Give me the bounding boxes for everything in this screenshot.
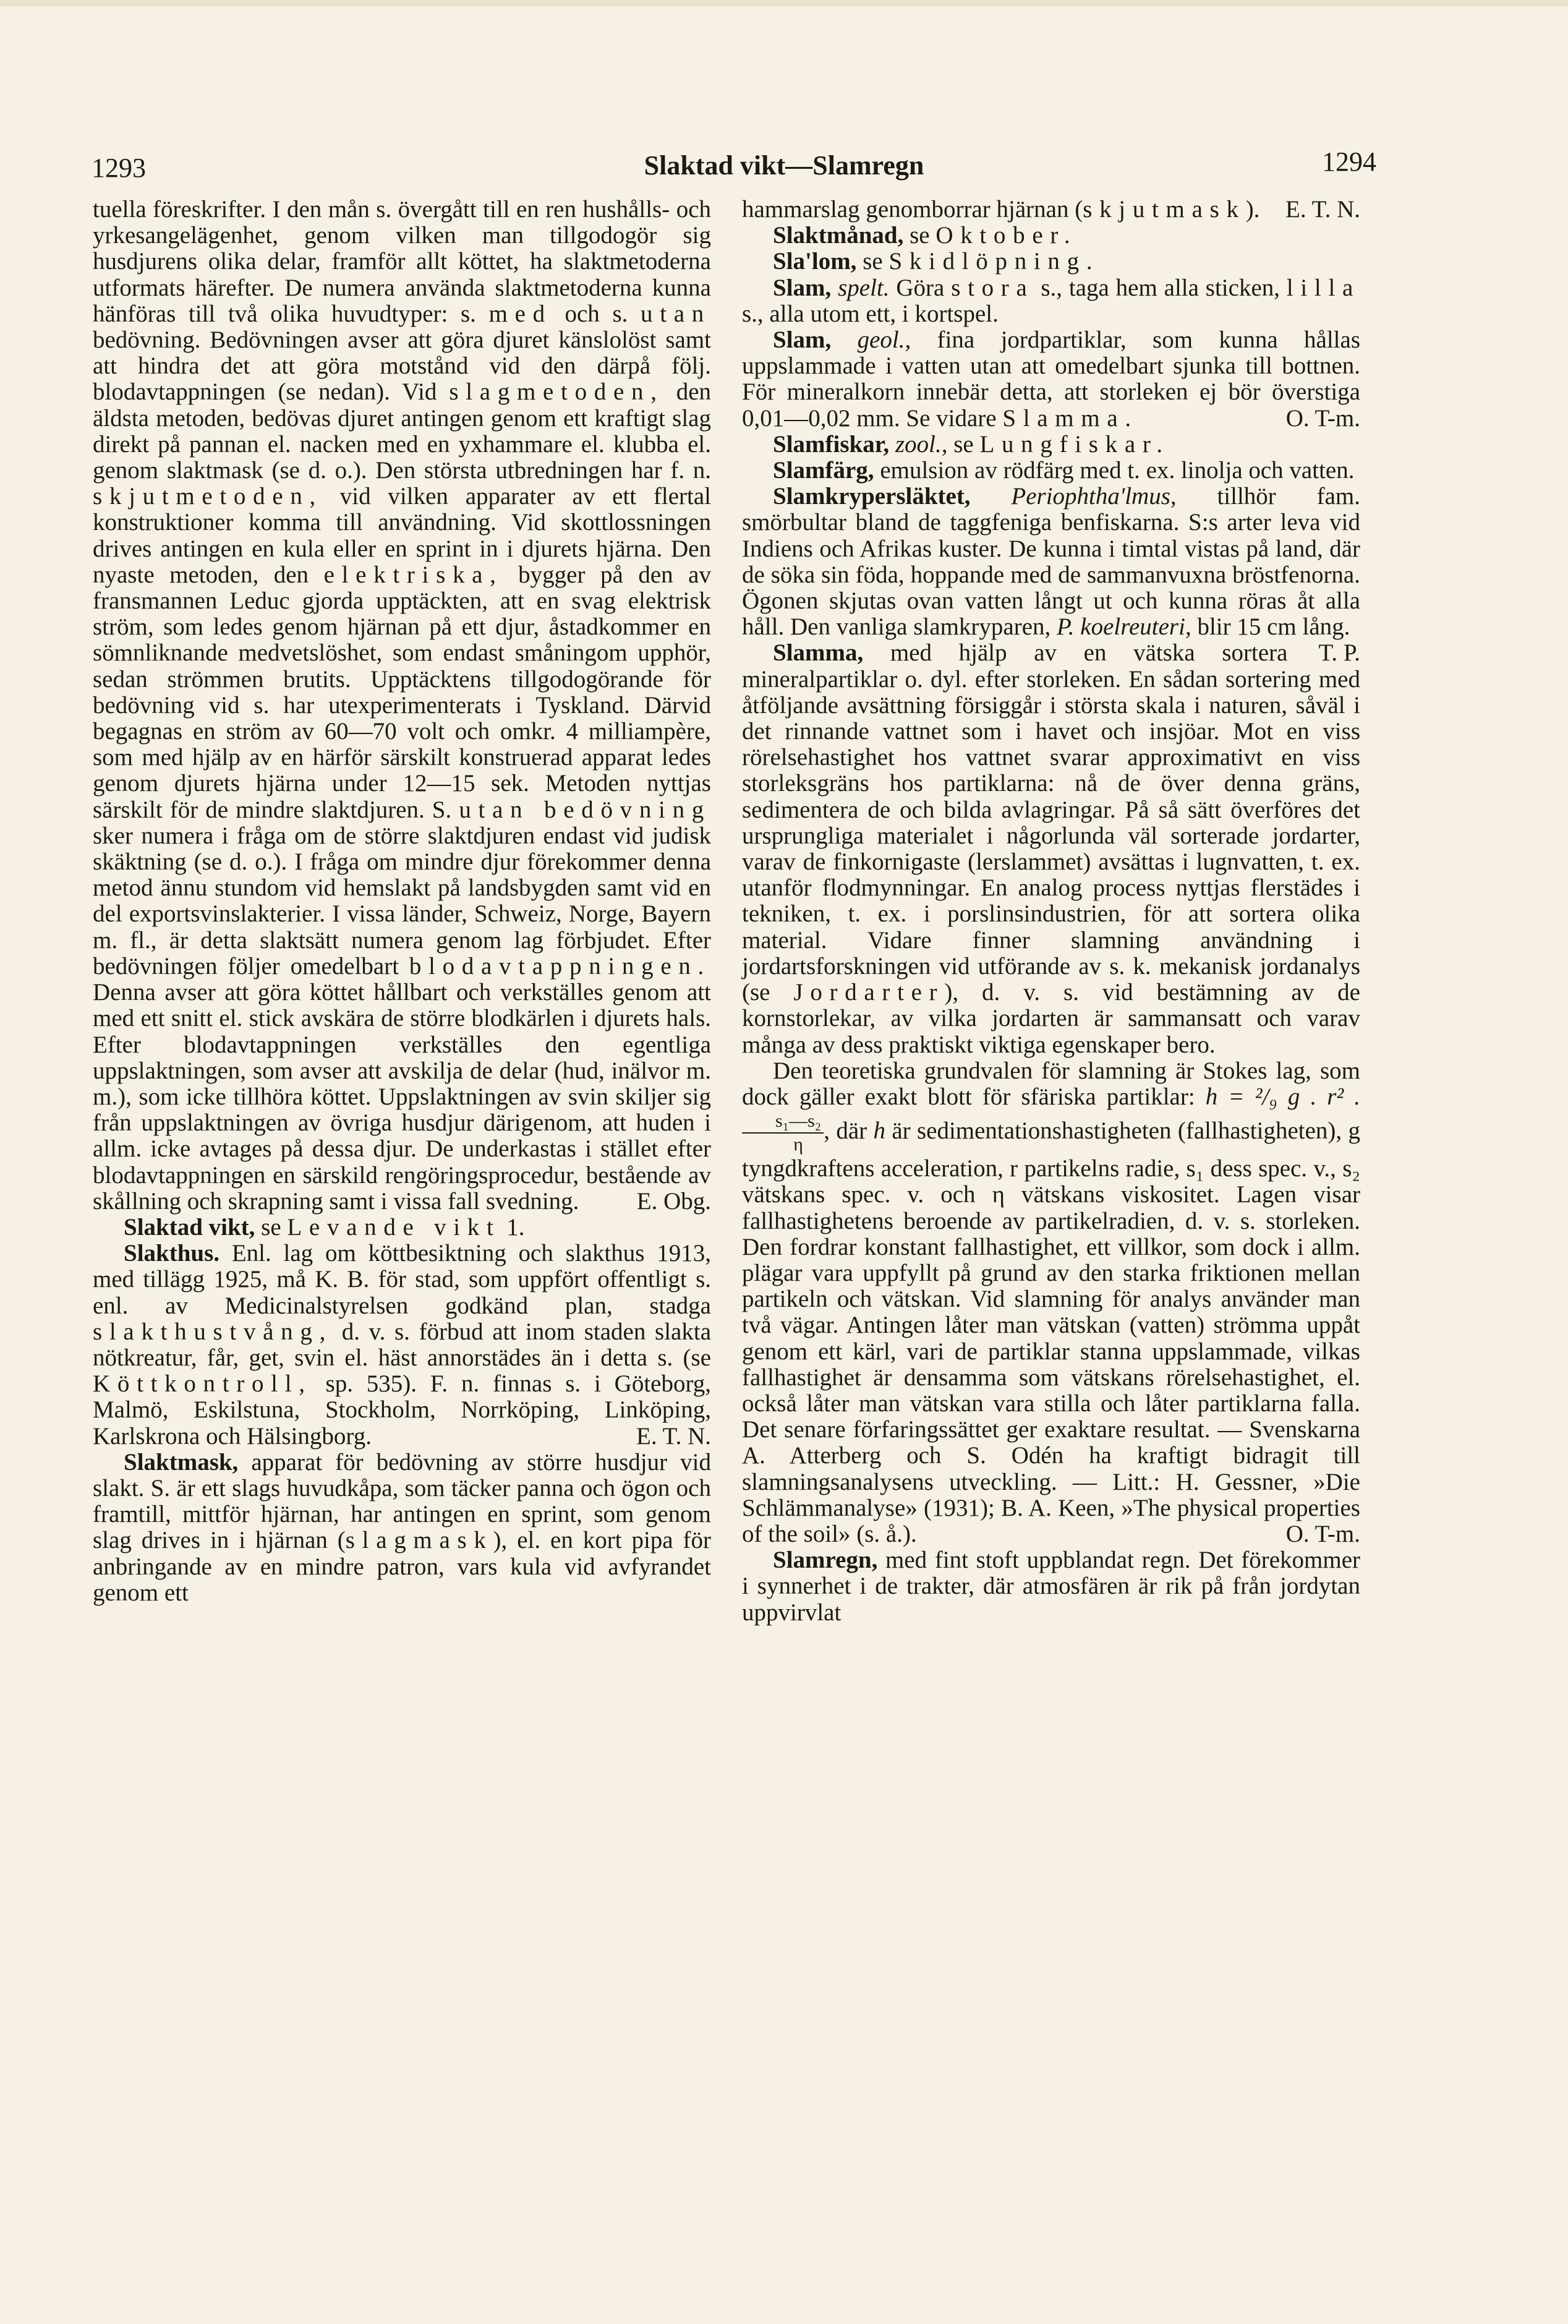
entry-slamma: Slamma, med hjälp av en vätska sortera mineralpartiklar o. dyl. efter storleken. En sådan sortering med åtföljande avsättning försiggår i största skala i naturen, såväl i det rinnande vattnet som i havet och insjöar. Mot en viss rörelsehastighet hos vattnet svarar approximativt en viss storleksgräns hos partiklarna: nå de över denna gräns, sedimentera de och bilda avlagringar. På så sätt överföres det ursprungliga materialet i någorlunda väl sorterade jordarter, varav de finkornigaste (lerslammet) avsättas i lugnvatten, t. ex. utanför flodmynningar. En analog process nyttjas flerstädes i tekniken, t. ex. i porslinsindustrien, för att sortera olika material. Vidare finner slamning användning i jordartsforskningen vid utförande av s. k. mekanisk jordanalys (se Jordarter), d. v. s. vid bestämning av de kornstorlekar, av vilka jordarten är sammansatt och varav många av dess praktiskt viktiga egenskaper bero. — [742, 639, 1360, 1058]
entry-slamkrypslaktet: Slamkrypersläktet, Periophtha'lmus, tillhör fam. smörbultar bland de taggfeniga benfiskarna. S:s arter leva vid Indiens och Afrikas kuster. De kunna i timtal vistas på land, där de söka sin föda, hoppande med de sammanvuxna bröstfenorna. Ögonen skjutas ovan vatten långt ut och kunna röras åt alla håll. Den vanliga slamkryparen, P. koelreuteri, blir 15 cm lång. T. P. — [742, 483, 1361, 667]
entry-slaktmask: Slaktmask, apparat för bedövning av större husdjur vid slakt. S. är ett slags huvudkåpa, som täcker panna och ögon och framtill, mittför hjärnan, har antingen en sprint, som genom slag drives in i hjärnan (slagmask), el. en kort pipa för anbringande av en mindre patron, vars kula vid avfyrandet genom ett — [93, 1448, 711, 1606]
entry-slam-spelt: Slam, spelt. Göra stora s., taga hem alla sticken, lilla s., alla utom ett, i kortspel. — [742, 274, 1360, 327]
formula-fraction: $\frac{\text{s₁—s₂}}{\eta}$ — [742, 1110, 824, 1156]
right-column — [742, 197, 1360, 1626]
signature: T. P. — [1318, 639, 1360, 667]
stokes-formula: h = ²/₉ g . r² . — [1205, 1083, 1361, 1110]
running-title: Slaktad vikt—Slamregn — [644, 150, 924, 181]
entry-slaktmanad: Slaktmånad, se Oktober. — [773, 222, 1078, 249]
entry-slamfarg: Slamfärg, emulsion av rödfärg med t. ex. linolja och vatten. — [773, 457, 1355, 484]
entry-slakthus: Slakthus. Enl. lag om köttbesiktning och slakthus 1913, med tillägg 1925, må K. B. för stad, som uppfört offentligt s. enl. av Medicinalstyrelsen godkänd plan, stadga slakthustvång, d. v. s. förbud att inom staden slakta nötkreatur, får, get, svin el. häst annorstädes än i detta s. (se Köttkontroll, sp. 535). F. n. finnas s. i Göteborg, Malmö, Eskilstuna, Stockholm, Norrköping, Linköping, Karlskrona och Hälsingborg. E. T. N. — [93, 1240, 712, 1450]
signature: O. T-m. — [1285, 404, 1360, 432]
entry-slamfiskar: Slamfiskar, zool., se Lungfiskar. — [773, 430, 1170, 458]
page-header — [0, 146, 1568, 189]
page-number-left: 1293 — [92, 153, 146, 183]
page-number-right: 1294 — [1322, 147, 1376, 177]
entry-slamregn: Slamregn, med fint stoft uppblandat regn. Det förekommer i synnerhet i de trakter, där atmosfären är rik på från jordytan uppvirvlat — [742, 1547, 1360, 1626]
entry-slaktad-vikt: Slaktad vikt, se Levande vikt 1. — [124, 1213, 525, 1241]
entry-slamma-stokes: Den teoretiska grundvalen för slamning är Stokes lag, som dock gäller exakt blott för sfäriska partiklar: h = ²/₉ g . r² . $\frac{\text{s₁—s₂}}{\eta}$ , där h är sedimentationshastigheten (fallhastigheten), g tyngdkraftens acceleration, r partikelns radie, s₁ dess spec. v., s₂ vätskans spec. v. och η vätskans viskositet. Lagen visar fallhastighetens beroende av partikelradien, d. v. s. storleken. Den fordrar konstant fallhastighet, ett villkor, som dock i allm. plägar vara uppfyllt på grund av den starka friktionen mellan partikeln och vätskan. Vid slamning för analys använder man två vägar. Antingen låter man vätskan (vatten) strömma uppåt genom ett kärl, vari de partiklar stanna uppslammade, vilkas fallhastighet är densamma som vätskans rörelsehastighet, el. också låter man vätskan vara stilla och låter partiklarna falla. Det senare förfaringssättet ger exaktare resultat. — Svenskarna A. Atterberg och S. Odén ha kraftigt bidragit till slamningsanalysens utveckling. — Litt.: H. Gessner, »Die Schlämmanalyse» (1931); B. A. Keen, »The physical properties of the soil» (s. å.). O. T-m. — [742, 1057, 1361, 1547]
entry-slaktmetoder: tuella föreskrifter. I den mån s. övergått till en ren hushålls- och yrkesangelägenhet, genom vilken man tillgodogör sig husdjurens olika delar, framför allt köttet, ha slaktmetoderna utformats härefter. De numera använda slaktmetoderna kunna hänföras till två olika huvudtyper: s. med och s. utan bedövning. Bedövningen avser att göra djuret känslolöst samt att hindra det att göra motstånd vid den därpå följ. blodavtappningen (se nedan). Vid slagmetoden, den äldsta metoden, bedövas djuret antingen genom ett kraftigt slag direkt på pannan el. nacken med en yxhammare el. klubba el. genom slaktmask (se d. o.). Den största utbredningen har f. n. skjutmetoden, vid vilken apparater av ett flertal konstruktioner komma till användning. Vid skottlossningen drives antingen en kula eller en sprint in i djurets hjärna. Den nyaste metoden, den elektriska, bygger på den av fransmannen Leduc gjorda upptäckten, att en svag elektrisk ström, som ledes genom hjärnan på ett djur, åstadkommer en sömnliknande medvetslöshet, som endast småningom upphör, sedan strömmen brutits. Upptäcktens tillgodogörande för bedövning vid s. har utexperimenterats i Tyskland. Därvid begagnas en ström av 60—70 volt och omkr. 4 milliampère, som med hjälp av en härför särskilt konstruerad apparat ledes genom djurets hjärna under 12—15 sek. Metoden nyttjas särskilt för de mindre slaktdjuren. S. utan bedövning sker numera i fråga om de större slaktdjuren endast vid judisk skäktning (se d. o.). I fråga om mindre djur förekommer denna metod ännu stundom vid hemslakt på landsbygden samt vid en del exportsvinslakterier. I vissa länder, Schweiz, Norge, Bayern m. fl., är detta slaktsätt numera genom lag förbjudet. Efter bedövningen följer omedelbart blodavtappningen. Denna avser att göra köttet hållbart och verkställes genom att med ett snitt el. stick avskära de större blodkärlen i djurets hals. Efter blodavtappningen verkställes den egentliga uppslaktningen, som avser att avskilja de delar (hud, inälvor m. m.), som icke tillhöra köttet. Uppslaktningen av svin skiljer sig från uppslaktningen av övriga husdjur därigenom, att huden i allm. icke avtages på dessa djur. De underkastas i stället efter blodavtappningen en särskild rengöringsprocedur, bestående av skållning och skrapning samt i vissa fall svedning. E. Obg. — [93, 196, 712, 1215]
entry-slam-geol: Slam, geol., fina jordpartiklar, som kunna hållas uppslammade i vatten utan att omedelbart sjunka till bottnen. För mineralkorn innebär detta, att storleken ej bör överstiga 0,01—0,02 mm. Se vidare Slamma. O. T-m. — [742, 327, 1360, 432]
left-column — [93, 197, 711, 1606]
signature: E. T. N. — [1285, 196, 1360, 223]
signature: O. T-m. — [1285, 1520, 1360, 1547]
page-edge — [0, 0, 1568, 6]
entry-slalom: Sla'lom, se Skidlöpning. — [773, 248, 1100, 275]
signature: E. Obg. — [636, 1187, 711, 1215]
entry-slaktmask-continued: hammarslag genomborrar hjärnan (skjutmask). E. T. N. — [742, 196, 1360, 223]
signature: E. T. N. — [636, 1422, 711, 1450]
